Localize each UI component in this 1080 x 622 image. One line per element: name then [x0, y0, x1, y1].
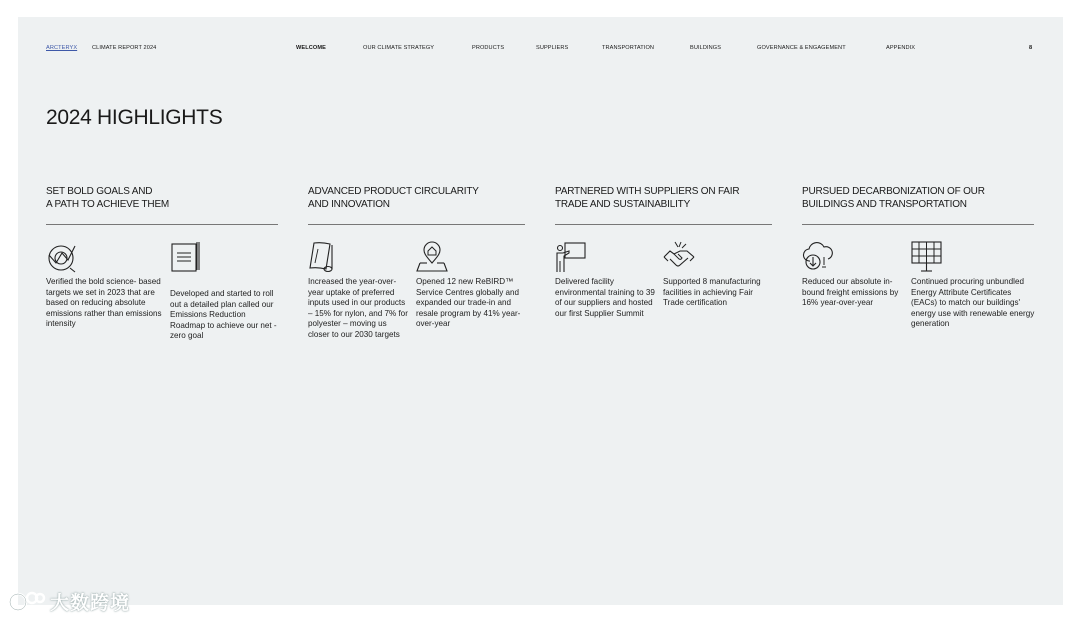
report-title: CLIMATE REPORT 2024	[92, 45, 157, 51]
nav-item-suppliers[interactable]: SUPPLIERS	[536, 45, 569, 51]
highlight-item	[416, 241, 526, 330]
nav-item-climate-strategy[interactable]: OUR CLIMATE STRATEGY	[363, 45, 435, 51]
nav-item-welcome[interactable]: WELCOME	[296, 45, 326, 51]
highlight-column-circularity	[308, 185, 525, 225]
cloud-down-icon	[802, 241, 834, 273]
highlight-item	[555, 241, 655, 319]
highlight-text: Opened 12 new ReBIRD™ Service Centres globally and expanded our trade-in and resale program by 41% year- over-year	[416, 277, 521, 329]
highlight-column-goals	[46, 185, 278, 225]
target-icon	[46, 241, 78, 273]
nav-item-governance[interactable]: GOVERNANCE & ENGAGEMENT	[757, 45, 846, 51]
watermark-text: 大数跨境	[50, 592, 131, 614]
column-divider	[802, 224, 1034, 225]
nav-item-buildings[interactable]: BUILDINGS	[690, 45, 722, 51]
highlight-item	[46, 241, 168, 330]
column-divider	[308, 224, 525, 225]
highlight-text: Verified the bold science- based targets we set in 2023 that are based on reducing absolute emissions rather than emissions intensity	[46, 277, 162, 329]
highlight-item	[911, 241, 1037, 330]
watermark	[8, 586, 130, 616]
document-icon	[170, 241, 202, 273]
watermark-logo-icon	[8, 589, 46, 613]
nav-item-appendix[interactable]: APPENDIX	[886, 45, 916, 51]
highlight-text: Delivered facility environmental training to 39 of our suppliers and hosted our first Supplier Summit	[555, 277, 655, 318]
column-heading: ADVANCED PRODUCT CIRCULARITY AND INNOVATION	[308, 186, 479, 210]
highlight-text: Increased the year-over- year uptake of preferred inputs used in our products – 15% for nylon, and 7% for polyester – moving us closer to our 2030 targets	[308, 277, 408, 339]
presenter-icon	[555, 241, 587, 273]
highlight-column-suppliers	[555, 185, 772, 225]
highlight-text: Developed and started to roll out a detailed plan called our Emissions Reduction Roadmap to achieve our net -zero goal	[170, 289, 277, 341]
brand-link[interactable]: ARCTERYX	[46, 45, 78, 51]
column-divider	[555, 224, 772, 225]
nav-item-products[interactable]: PRODUCTS	[472, 45, 505, 51]
column-heading: PARTNERED WITH SUPPLIERS ON FAIR TRADE AND SUSTAINABILITY	[555, 186, 740, 210]
handshake-icon	[663, 241, 695, 273]
column-heading: SET BOLD GOALS AND A PATH TO ACHIEVE THEM	[46, 186, 170, 210]
location-pin-icon	[416, 241, 448, 273]
highlight-item	[170, 241, 282, 342]
highlight-text: Continued procuring unbundled Energy Attribute Certificates (EACs) to match our buildings' energy use with renewable energy generation	[911, 277, 1035, 329]
top-navigation	[18, 45, 1063, 55]
nav-item-transportation[interactable]: TRANSPORTATION	[602, 45, 655, 51]
highlight-text: Supported 8 manufacturing facilities in achieving Fair Trade certification	[663, 277, 761, 308]
column-divider	[46, 224, 278, 225]
highlight-item	[802, 241, 908, 309]
page-number: 8	[1029, 45, 1033, 51]
highlight-item	[308, 241, 410, 341]
highlight-column-decarbonization	[802, 185, 1034, 225]
page-title: 2024 HIGHLIGHTS	[46, 106, 223, 129]
solar-panel-icon	[911, 241, 943, 273]
highlight-item	[663, 241, 775, 309]
fabric-roll-icon	[308, 241, 340, 273]
highlight-text: Reduced our absolute in- bound freight emissions by 16% year-over-year	[802, 277, 899, 308]
column-heading: PURSUED DECARBONIZATION OF OUR BUILDINGS AND TRANSPORTATION	[802, 186, 985, 210]
report-page	[18, 17, 1063, 605]
